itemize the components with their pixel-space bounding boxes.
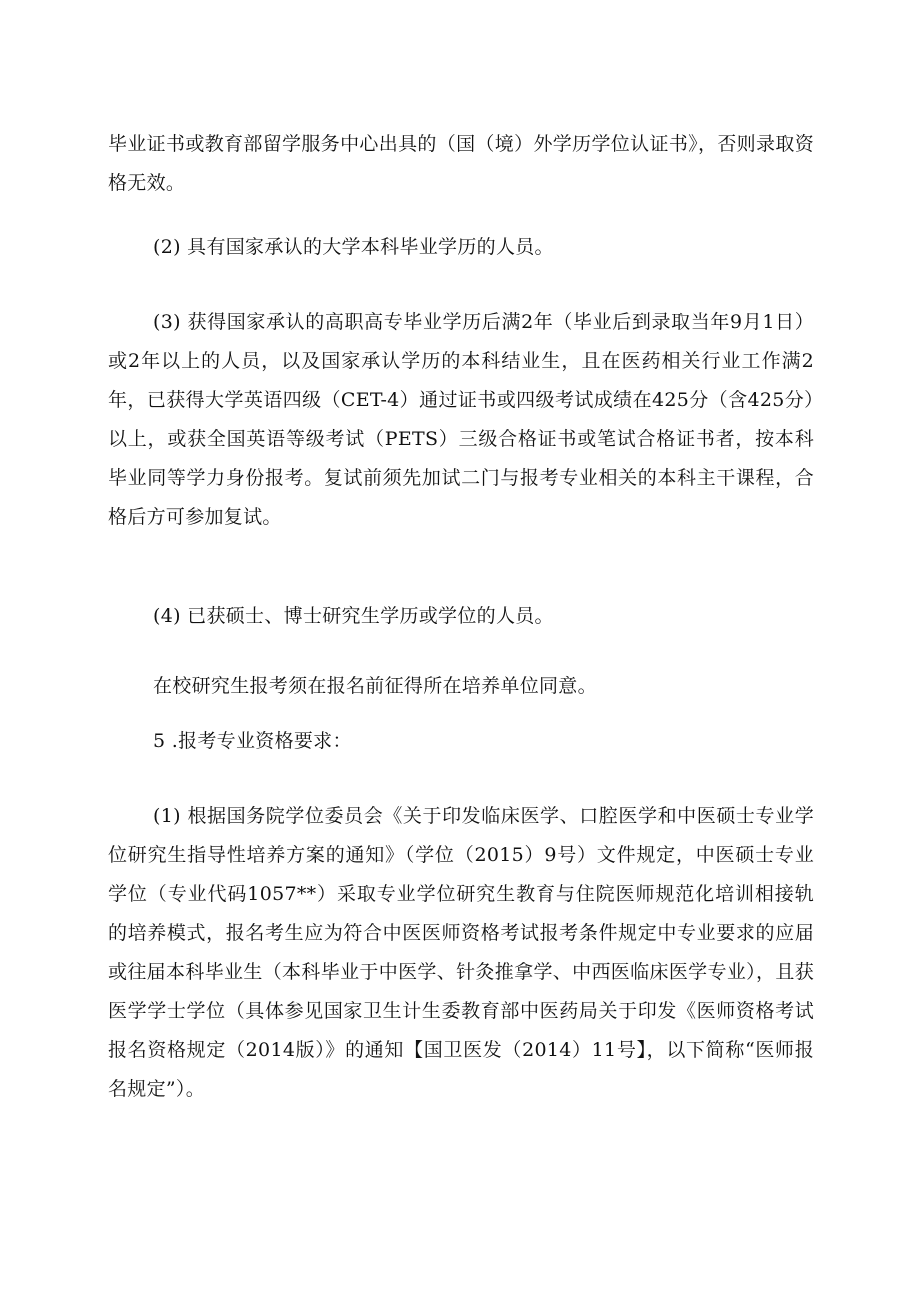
paragraph-item-2: (2) 具有国家承认的大学本科毕业学历的人员。 [153,236,554,258]
paragraph-item-4: (4) 已获硕士、博士研究生学历或学位的人员。 [153,605,554,627]
paragraph-item-3: (3) 获得国家承认的高职高专毕业学历后满2年（毕业后到录取当年9月1日）或2年以上的人员，以及国家承认学历的本科结业生，且在医药相关行业工作满2年，已获得大学英语四级（CET-4）通过证书或四级考试成绩在425分（含425分）以上，或获全国英语等级考试（PETS）三级合格证书或笔试合格证书者，按本科毕业同等学力身份报考。复试前须先加试二门与报考专业相关的本科主干课程，合格后方可参加复试。 [108,311,814,528]
paragraph-requirement-1: (1) 根据国务院学位委员会《关于印发临床医学、口腔医学和中医硕士专业学位研究生指导性培养方案的通知》（学位（2015）9号）文件规定，中医硕士专业学位（专业代码1057**）采取专业学位研究生教育与住院医师规范化培训相接轨的培养模式，报名考生应为符合中医医师资格考试报考条件规定中专业要求的应届或往届本科毕业生（本科毕业于中医学、针灸推拿学、中西医临床医学专业），且获医学学士学位（具体参见国家卫生计生委教育部中医药局关于印发《医师资格考试报名资格规定（2014版）》的通知【国卫医发（2014）11号】，以下简称“医师报名规定”）。 [108,805,814,1100]
paragraph-student-note: 在校研究生报考须在报名前征得所在培养单位同意。 [153,675,597,697]
section-heading-5: 5 .报考专业资格要求： [153,730,352,752]
paragraph-continuation: 毕业证书或教育部留学服务中心出具的（国（境）外学历学位认证书》，否则录取资格无效。 [108,133,814,194]
